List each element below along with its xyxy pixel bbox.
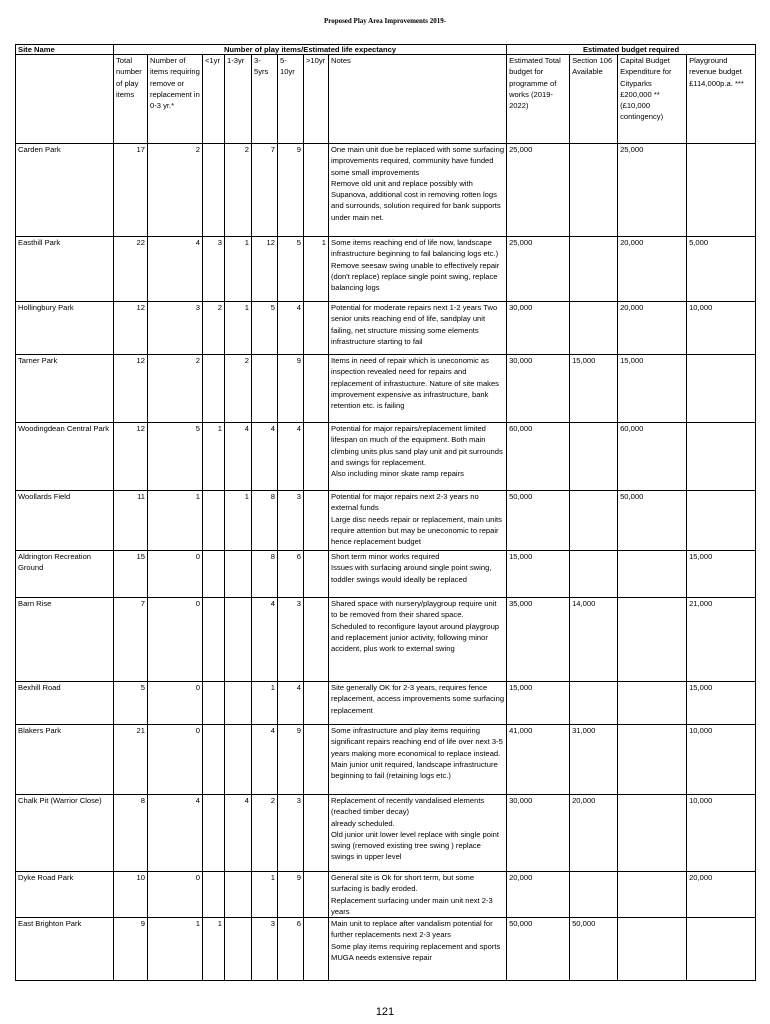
capital-budget-cell: 50,000: [618, 491, 687, 551]
1to3yr-cell: [225, 872, 252, 918]
site-name-cell: Woodingdean Central Park: [16, 423, 114, 491]
3to5yr-cell: 8: [252, 491, 278, 551]
revenue-budget-cell: 10,000: [687, 725, 756, 795]
site-name-cell: Bexhill Road: [16, 682, 114, 725]
lt1yr-cell: [203, 144, 225, 237]
group-header-row: [16, 45, 756, 55]
1to3yr-cell: [225, 682, 252, 725]
1to3yr-cell: [225, 551, 252, 598]
3to5yr-cell: 3: [252, 918, 278, 981]
5to10yr-cell: 5: [278, 237, 304, 302]
3to5yr-cell: 4: [252, 423, 278, 491]
table-body: [16, 144, 756, 981]
gt10yr-cell: [304, 491, 329, 551]
site-name-cell: Barn Rise: [16, 598, 114, 682]
items-requiring-cell: 1: [148, 491, 203, 551]
revenue-budget-cell: 15,000: [687, 551, 756, 598]
capital-budget-cell: 20,000: [618, 302, 687, 355]
3to5yr-cell: 1: [252, 872, 278, 918]
lt1yr-cell: [203, 598, 225, 682]
3to5yr-cell: [252, 355, 278, 423]
gt10yr-cell: [304, 918, 329, 981]
total-items-cell: 17: [114, 144, 148, 237]
gt10yr-cell: [304, 144, 329, 237]
total-items-cell: 5: [114, 682, 148, 725]
section106-cell: [570, 872, 618, 918]
items-requiring-cell: 0: [148, 725, 203, 795]
1to3yr-cell: 2: [225, 144, 252, 237]
3to5yr-cell: 8: [252, 551, 278, 598]
5to10yr-cell: 4: [278, 423, 304, 491]
revenue-budget-cell: 5,000: [687, 237, 756, 302]
5to10yr-cell: 9: [278, 355, 304, 423]
5to10yr-cell: 6: [278, 918, 304, 981]
gt10yr-cell: 1: [304, 237, 329, 302]
est-total-cell: 41,000: [507, 725, 570, 795]
revenue-budget-cell: 10,000: [687, 302, 756, 355]
capital-budget-cell: [618, 795, 687, 872]
table-row: [16, 355, 756, 423]
table-row: [16, 423, 756, 491]
lt1yr-cell: 1: [203, 918, 225, 981]
total-items-cell: 8: [114, 795, 148, 872]
items-requiring-cell: 0: [148, 682, 203, 725]
lt1yr-cell: [203, 682, 225, 725]
3to5yr-cell: 7: [252, 144, 278, 237]
notes-cell: Some items reaching end of life now, landscape infrastructure beginning to fail balancing logs etc.) Remove seesaw swing unable to effectively repair (don't replace) replace single point swing, replace balancing logs: [329, 237, 507, 302]
notes-cell: Replacement of recently vandalised elements (reached timber decay) already scheduled. Old junior unit lower level replace with single point swing (removed existing tree swing ) replace swings in upper level: [329, 795, 507, 872]
capital-budget-cell: 15,000: [618, 355, 687, 423]
revenue-budget-header: Playground revenue budget £114,000p.a. ***: [687, 55, 756, 144]
site-name-cell: Easthill Park: [16, 237, 114, 302]
total-items-cell: 22: [114, 237, 148, 302]
revenue-budget-cell: 15,000: [687, 682, 756, 725]
table-row: [16, 491, 756, 551]
site-name-cell: Chalk Pit (Warrior Close): [16, 795, 114, 872]
capital-budget-header: Capital Budget Expenditure for Cityparks £200,000 **(£10,000 contingency): [618, 55, 687, 144]
play-items-group-header: Number of play items/Estimated life expectancy: [114, 45, 507, 55]
items-requiring-cell: 0: [148, 551, 203, 598]
notes-cell: Short term minor works required Issues with surfacing around single point swing, toddler swings would ideally be replaced: [329, 551, 507, 598]
1to3yr-header: 1-3yr: [225, 55, 252, 144]
notes-cell: Some infrastructure and play items requiring significant repairs reaching end of life over next 3-5 years making more economical to replace instead. Main junior unit required, landscape infrastructure beginning to fail (retaining logs etc.): [329, 725, 507, 795]
gt10yr-cell: [304, 872, 329, 918]
notes-header: Notes: [329, 55, 507, 144]
total-items-cell: 7: [114, 598, 148, 682]
notes-cell: Potential for moderate repairs next 1-2 years Two senior units reaching end of life, sandplay unit failing, net structure missing some elements infrastructure starting to fail: [329, 302, 507, 355]
est-total-cell: 25,000: [507, 144, 570, 237]
site-name-cell: Aldrington Recreation Ground: [16, 551, 114, 598]
items-requiring-cell: 0: [148, 872, 203, 918]
1to3yr-cell: 1: [225, 237, 252, 302]
notes-cell: Items in need of repair which is uneconomic as inspection revealed need for repairs and replacement of infrastucture. Nature of site makes improvement expensive as infrastructure, bank retention etc. is failing: [329, 355, 507, 423]
gt10yr-cell: [304, 598, 329, 682]
gt10yr-cell: [304, 725, 329, 795]
table-row: [16, 795, 756, 872]
est-total-cell: 30,000: [507, 795, 570, 872]
1to3yr-cell: [225, 725, 252, 795]
3to5yr-cell: 4: [252, 725, 278, 795]
table-row: [16, 872, 756, 918]
gt10yr-cell: [304, 423, 329, 491]
section106-cell: 50,000: [570, 918, 618, 981]
section106-cell: [570, 302, 618, 355]
capital-budget-cell: [618, 682, 687, 725]
notes-cell: Potential for major repairs/replacement limited lifespan on much of the equipment. Both main climbing units plus sand play unit and pit surrounds and swings for replacement. Also including minor skate ramp repairs: [329, 423, 507, 491]
5to10yr-cell: 3: [278, 598, 304, 682]
blank-header-cell: [16, 55, 114, 144]
notes-cell: Site generally OK for 2-3 years, requires fence replacement, access improvements some surfacing replacement: [329, 682, 507, 725]
5to10yr-cell: 4: [278, 682, 304, 725]
est-total-cell: 50,000: [507, 491, 570, 551]
gt10yr-cell: [304, 355, 329, 423]
total-items-cell: 12: [114, 423, 148, 491]
section106-cell: [570, 423, 618, 491]
section106-cell: [570, 237, 618, 302]
capital-budget-cell: 20,000: [618, 237, 687, 302]
table-row: [16, 551, 756, 598]
total-items-cell: 9: [114, 918, 148, 981]
est-total-cell: 50,000: [507, 918, 570, 981]
site-name-cell: East Brighton Park: [16, 918, 114, 981]
gt10yr-cell: [304, 682, 329, 725]
table-row: [16, 918, 756, 981]
total-items-cell: 11: [114, 491, 148, 551]
table-row: [16, 144, 756, 237]
3to5yr-cell: 2: [252, 795, 278, 872]
total-items-cell: 12: [114, 302, 148, 355]
capital-budget-cell: [618, 551, 687, 598]
est-total-cell: 30,000: [507, 355, 570, 423]
site-name-cell: Tarner Park: [16, 355, 114, 423]
capital-budget-cell: [618, 872, 687, 918]
lt1yr-cell: [203, 491, 225, 551]
5to10yr-cell: 3: [278, 491, 304, 551]
revenue-budget-cell: [687, 918, 756, 981]
section106-cell: 31,000: [570, 725, 618, 795]
est-total-cell: 15,000: [507, 682, 570, 725]
items-requiring-cell: 2: [148, 355, 203, 423]
total-items-cell: 21: [114, 725, 148, 795]
1to3yr-cell: 4: [225, 423, 252, 491]
total-items-cell: 10: [114, 872, 148, 918]
3to5yr-cell: 5: [252, 302, 278, 355]
5to10yr-cell: 3: [278, 795, 304, 872]
5to10yr-cell: 9: [278, 144, 304, 237]
3to5yr-header: 3-5yrs: [252, 55, 278, 144]
site-name-header: Site Name: [16, 45, 114, 55]
1to3yr-cell: [225, 598, 252, 682]
items-requiring-cell: 2: [148, 144, 203, 237]
1to3yr-cell: 1: [225, 491, 252, 551]
est-total-cell: 15,000: [507, 551, 570, 598]
items-requiring-cell: 3: [148, 302, 203, 355]
5to10yr-cell: 9: [278, 872, 304, 918]
lt1yr-cell: 1: [203, 423, 225, 491]
section106-cell: [570, 491, 618, 551]
capital-budget-cell: [618, 918, 687, 981]
lt1yr-cell: [203, 795, 225, 872]
gt10yr-cell: [304, 551, 329, 598]
est-total-cell: 20,000: [507, 872, 570, 918]
table-row: [16, 302, 756, 355]
total-items-header: Total number of play items: [114, 55, 148, 144]
est-total-cell: 35,000: [507, 598, 570, 682]
table-row: [16, 725, 756, 795]
page-number: 121: [375, 1006, 395, 1018]
total-items-cell: 12: [114, 355, 148, 423]
lt1yr-cell: 2: [203, 302, 225, 355]
lt1yr-cell: 3: [203, 237, 225, 302]
gt10yr-cell: [304, 795, 329, 872]
table-row: [16, 682, 756, 725]
lt1yr-cell: [203, 872, 225, 918]
est-total-cell: 30,000: [507, 302, 570, 355]
est-total-header: Estimated Total budget for programme of works (2019-2022): [507, 55, 570, 144]
items-requiring-cell: 4: [148, 237, 203, 302]
gt10yr-cell: [304, 302, 329, 355]
site-name-cell: Hollingbury Park: [16, 302, 114, 355]
3to5yr-cell: 4: [252, 598, 278, 682]
5to10yr-cell: 9: [278, 725, 304, 795]
1to3yr-cell: 4: [225, 795, 252, 872]
items-requiring-cell: 5: [148, 423, 203, 491]
3to5yr-cell: 1: [252, 682, 278, 725]
items-requiring-cell: 0: [148, 598, 203, 682]
revenue-budget-cell: [687, 491, 756, 551]
section106-cell: 15,000: [570, 355, 618, 423]
site-name-cell: Woollards Field: [16, 491, 114, 551]
est-total-cell: 60,000: [507, 423, 570, 491]
1to3yr-cell: 2: [225, 355, 252, 423]
5to10yr-header: 5-10yr: [278, 55, 304, 144]
notes-cell: General site is Ok for short term, but some surfacing is badly eroded. Replacement surfacing under main unit next 2-3 years: [329, 872, 507, 918]
items-requiring-header: Number of items requiring remove or replacement in 0-3 yr.*: [148, 55, 203, 144]
table-row: [16, 598, 756, 682]
notes-cell: Shared space with nursery/playgroup require unit to be removed from their shared space. Scheduled to reconfigure layout around playgroup and replacement junior activity, following minor accident, plus work to external swing: [329, 598, 507, 682]
revenue-budget-cell: 21,000: [687, 598, 756, 682]
1to3yr-cell: [225, 918, 252, 981]
notes-cell: One main unit due be replaced with some surfacing improvements required, community have funded some small improvements Remove old unit and replace possibly with Supanova, additional cost in removing rotten logs and surrounds, solution required for bank supports under main net.: [329, 144, 507, 237]
revenue-budget-cell: 10,000: [687, 795, 756, 872]
lt1yr-header: <1yr: [203, 55, 225, 144]
est-total-cell: 25,000: [507, 237, 570, 302]
5to10yr-cell: 4: [278, 302, 304, 355]
revenue-budget-cell: [687, 144, 756, 237]
capital-budget-cell: [618, 725, 687, 795]
items-requiring-cell: 1: [148, 918, 203, 981]
gt10yr-header: >10yr: [304, 55, 329, 144]
capital-budget-cell: 25,000: [618, 144, 687, 237]
budget-group-header: Estimated budget required: [507, 45, 756, 55]
table-row: [16, 237, 756, 302]
revenue-budget-cell: [687, 355, 756, 423]
play-area-table: [15, 44, 756, 981]
site-name-cell: Dyke Road Park: [16, 872, 114, 918]
section106-cell: [570, 551, 618, 598]
items-requiring-cell: 4: [148, 795, 203, 872]
total-items-cell: 15: [114, 551, 148, 598]
site-name-cell: Blakers Park: [16, 725, 114, 795]
1to3yr-cell: 1: [225, 302, 252, 355]
revenue-budget-cell: 20,000: [687, 872, 756, 918]
capital-budget-cell: [618, 598, 687, 682]
section106-cell: 14,000: [570, 598, 618, 682]
column-header-row: [16, 55, 756, 144]
lt1yr-cell: [203, 355, 225, 423]
3to5yr-cell: 12: [252, 237, 278, 302]
section106-cell: [570, 144, 618, 237]
notes-cell: Main unit to replace after vandalism potential for further replacements next 2-3 years Some play items requiring replacement and sports MUGA needs extensive repair: [329, 918, 507, 981]
site-name-cell: Carden Park: [16, 144, 114, 237]
section106-cell: [570, 682, 618, 725]
document-title: Proposed Play Area Improvements 2019-: [323, 17, 447, 25]
revenue-budget-cell: [687, 423, 756, 491]
section106-cell: 20,000: [570, 795, 618, 872]
lt1yr-cell: [203, 551, 225, 598]
notes-cell: Potential for major repairs next 2-3 years no external funds Large disc needs repair or replacement, main units require attention but may be uneconomic to repair hence replacement budget: [329, 491, 507, 551]
capital-budget-cell: 60,000: [618, 423, 687, 491]
lt1yr-cell: [203, 725, 225, 795]
5to10yr-cell: 6: [278, 551, 304, 598]
section106-header: Section 106 Available: [570, 55, 618, 144]
